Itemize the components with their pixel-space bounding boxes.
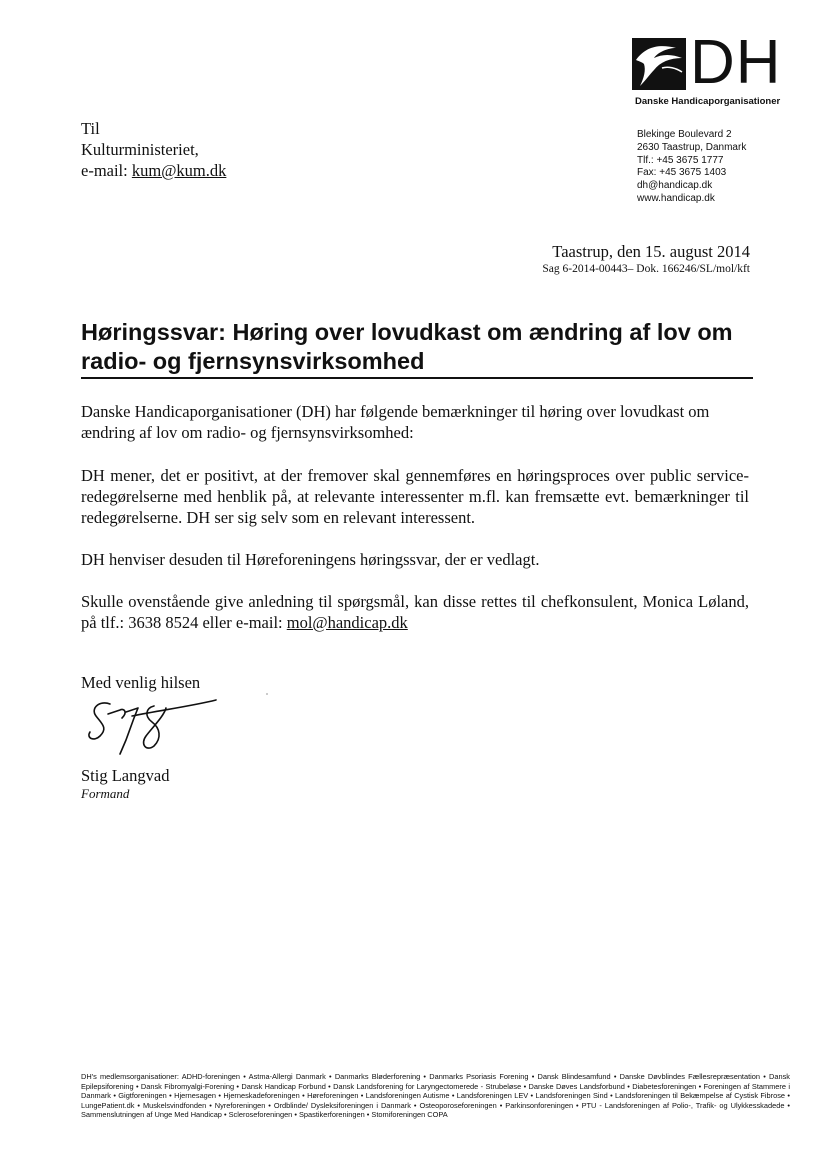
address-street: Blekinge Boulevard 2 <box>637 129 732 140</box>
address-web[interactable]: www.handicap.dk <box>637 192 715 204</box>
address-phone: Tlf.: +45 3675 1777 <box>637 154 724 166</box>
recipient-email-label: e-mail: <box>81 161 132 180</box>
member-organisations-footer: DH's medlemsorganisationer: ADHD-foreningen • Astma-Allergi Danmark • Danmarks Bløderforening • Danmarks Psoriasis Forening • Dansk Blindesamfund • Danske Døvblindes Fællesrepræsentation • Dansk Epilepsiforening • Dansk Fibromyalgi-Forening • Dansk Handicap Forbund • Dansk Landsforening for Laryngectomerede - Strubeløse • Danske Døves Landsforbund • Diabetesforeningen • Foreningen af Stammere i Danmark • Gigtforeningen • Hjernesagen • Hjerneskadeforeningen • Høreforeningen • Landsforeningen Autisme • Landsforeningen LEV • Landsforeningen Sind • Landsforeningen til Bekæmpelse af Cystisk Fibrose • LungePatient.dk • Muskelsvindfonden • Nyreforeningen • Ordblinde/ Dysleksiforeningen i Danmark • Osteoporoseforeningen • Parkinsonforeningen • PTU - Landsforeningen af Polio-, Trafik- og Ulykkesskadede • Sammenslutningen af Unge Med Handicap • Scleroseforeningen • Spastikerforeningen • Stomiforeningen COPA <box>81 1072 790 1120</box>
letter-date: Taastrup, den 15. august 2014 <box>552 242 750 261</box>
contact-email-link[interactable]: mol@handicap.dk <box>286 613 408 632</box>
paragraph-3: DH henviser desuden til Høreforeningens høringssvar, der er vedlagt. <box>81 550 540 569</box>
paragraph-1: Danske Handicaporganisationer (DH) har følgende bemærkninger til høring over lovudkast om ændring af lov om radio- og fjernsynsvirksomhed: <box>81 402 710 442</box>
sender-address <box>637 129 746 206</box>
recipient-email-line <box>81 160 226 181</box>
letter-title: Høringssvar: Høring over lovudkast om ændring af lov om radio- og fjernsynsvirksomhed <box>81 319 733 374</box>
closing-greeting: Med venlig hilsen <box>81 673 201 692</box>
scan-speck <box>266 693 268 695</box>
dh-logo <box>632 28 800 112</box>
reference-number: Sag 6-2014-00443– Dok. 166246/SL/mol/kft <box>542 263 750 275</box>
recipient-to: Til <box>81 119 100 138</box>
bird-icon <box>632 38 686 90</box>
address-email[interactable]: dh@handicap.dk <box>637 180 713 192</box>
paragraph-2: DH mener, det er positivt, at der fremover skal gennemføres en høringsproces over public service-redegørelserne med henblik på, at relevante interessenter m.fl. kan fremsætte evt. bemærkninger til redegørelserne. DH ser sig selv som en relevant interessent. <box>81 466 749 527</box>
address-city: 2630 Taastrup, Danmark <box>637 141 747 153</box>
address-fax: Fax: +45 3675 1403 <box>637 167 727 179</box>
handwritten-signature <box>82 694 222 760</box>
title-underline <box>81 377 753 379</box>
signer-name: Stig Langvad <box>81 766 170 785</box>
logo-subtitle: Danske Handicaporganisationer <box>635 96 781 107</box>
signer-title: Formand <box>81 786 130 801</box>
logo-letters: DH <box>690 28 782 97</box>
recipient-block <box>81 118 226 181</box>
recipient-email-link[interactable]: kum@kum.dk <box>131 161 227 180</box>
paragraph-4-text: Skulle ovenstående give anledning til spørgsmål, kan disse rettes til chefkonsulent, Monica Løland, på tlf.: 3638 8524 eller e-mail: <box>81 592 749 632</box>
paragraph-4 <box>81 591 749 633</box>
recipient-name: Kulturministeriet, <box>81 140 199 159</box>
